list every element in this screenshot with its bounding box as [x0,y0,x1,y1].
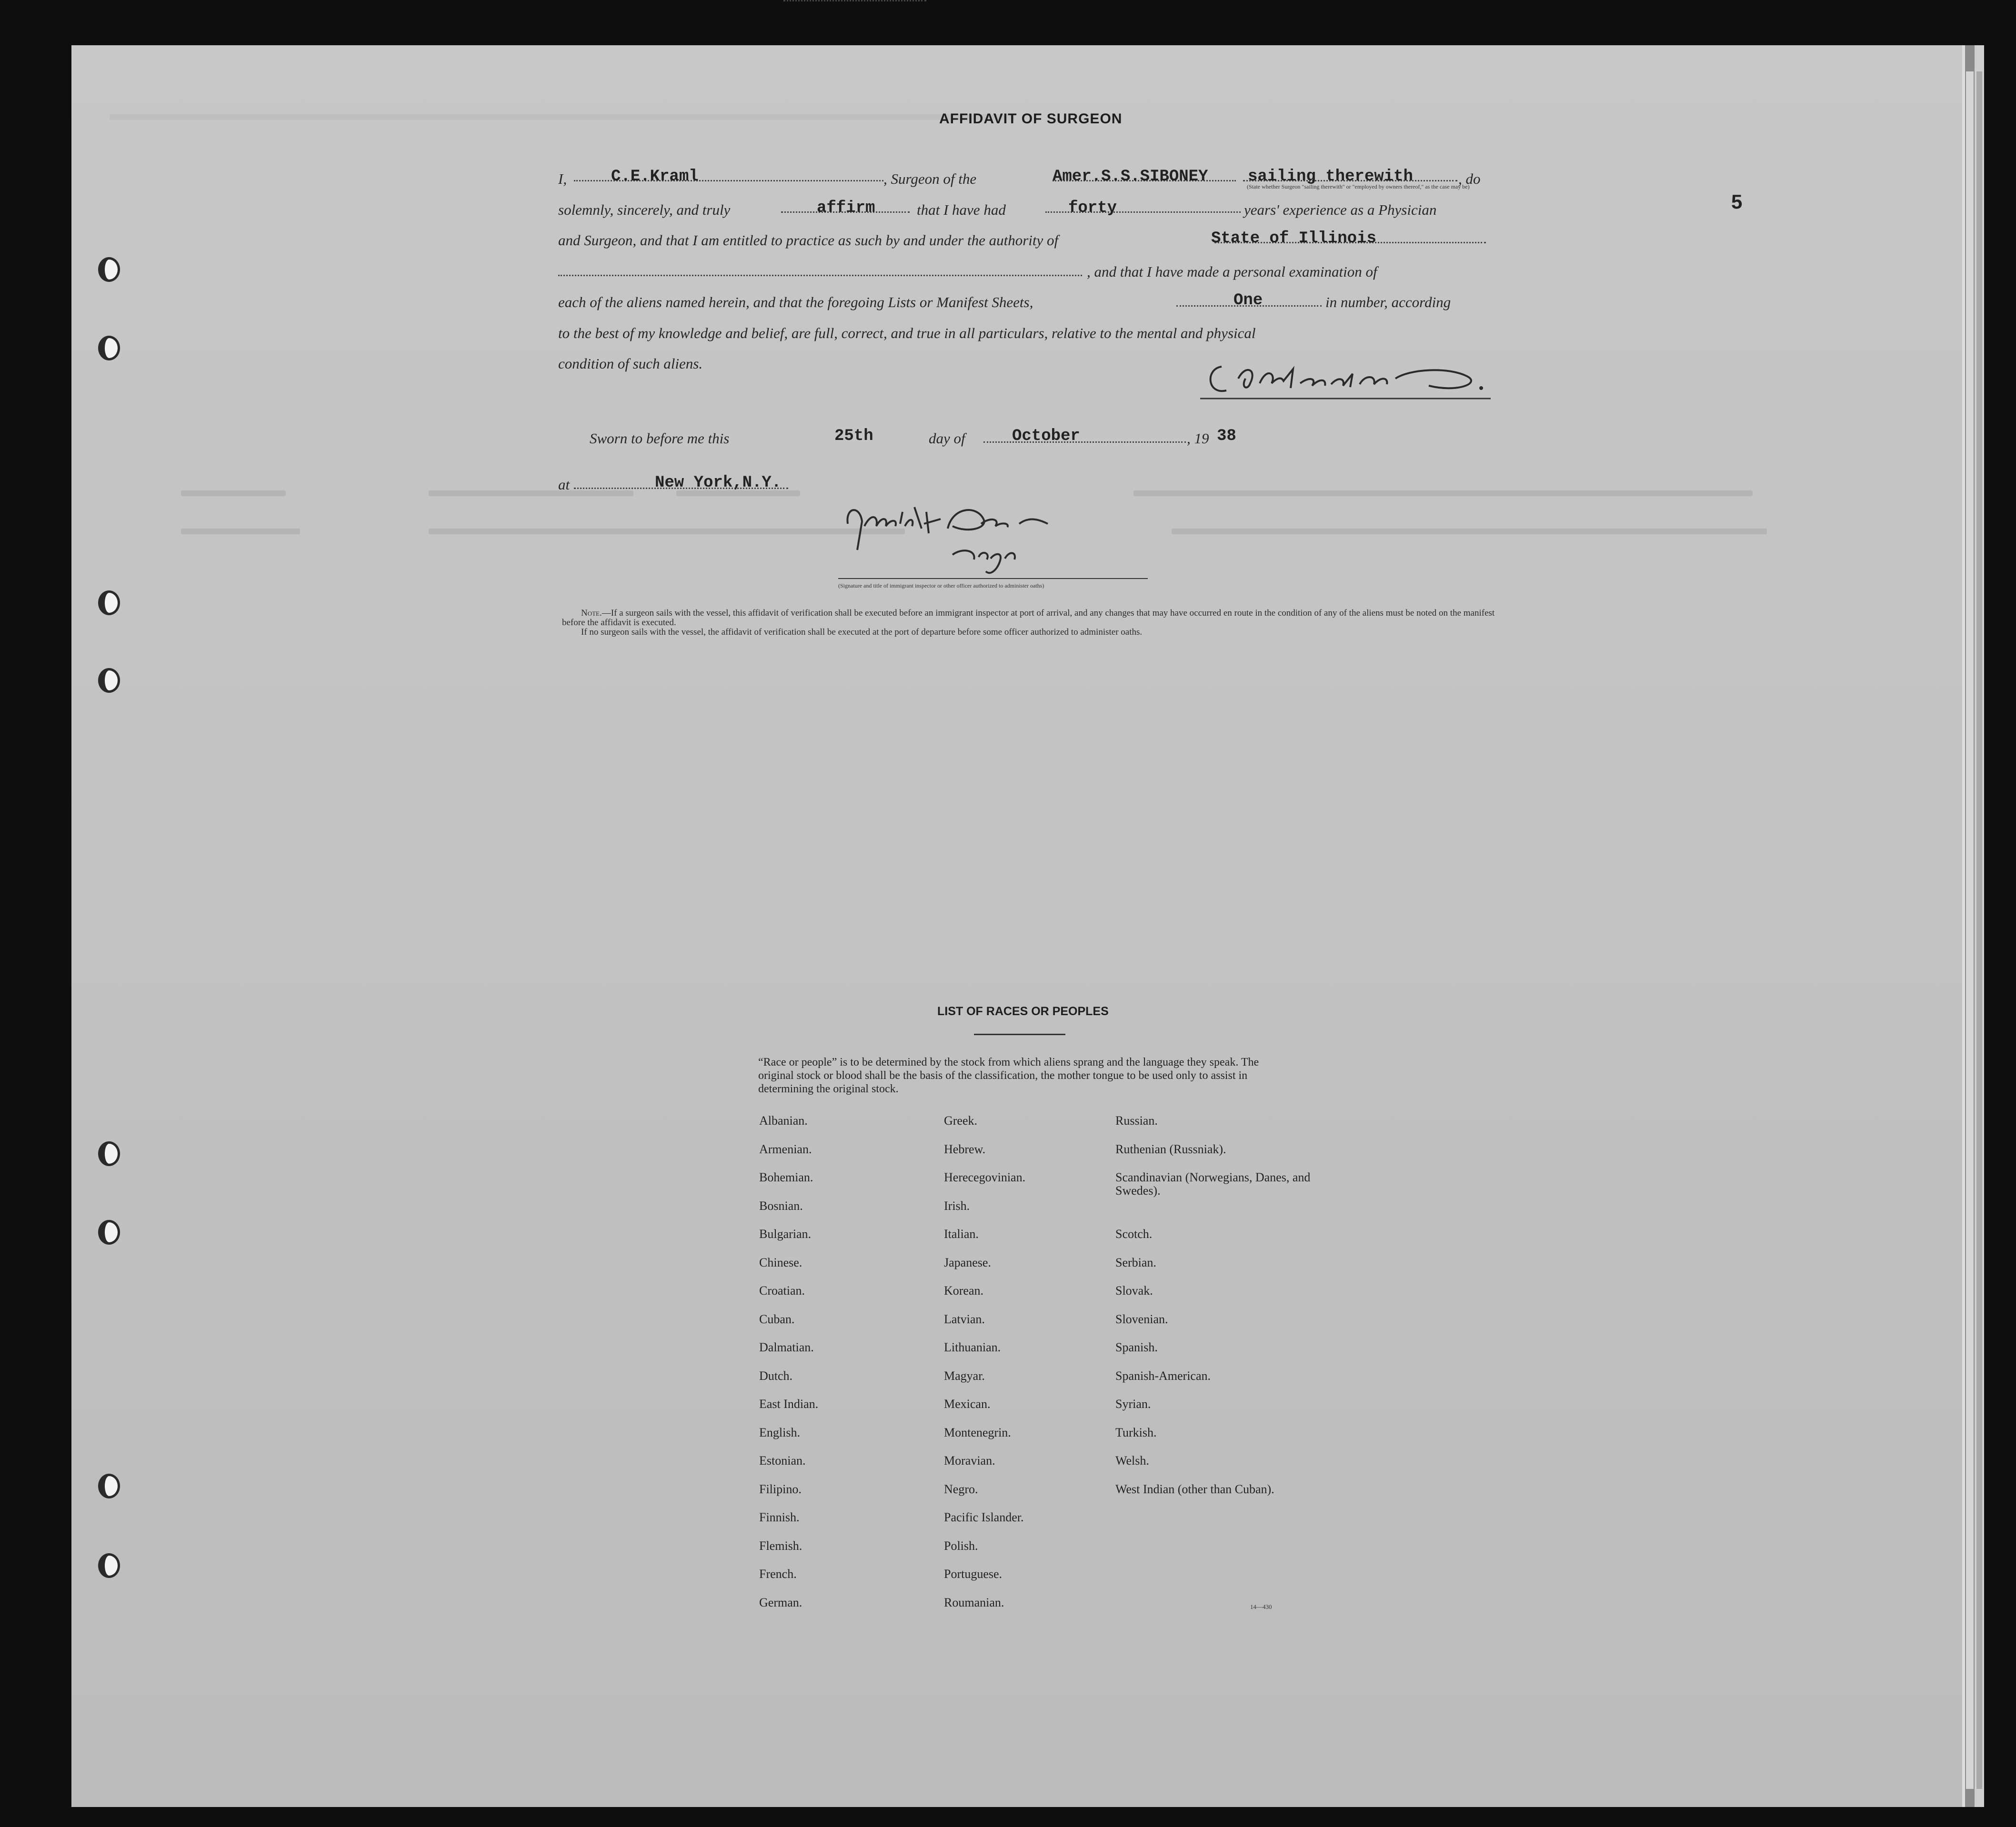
page-number: 5 [1731,190,1743,213]
title-rule [974,1034,1065,1035]
form-text: in number, according [1325,294,1451,310]
race-item: West Indian (other than Cuban). [1115,1482,1274,1496]
race-item: Polish. [944,1538,978,1553]
licensing-authority: State of Illinois [1211,230,1376,248]
race-item: Korean. [944,1284,984,1298]
paper-edge [1976,71,1982,1789]
place-sworn: New York,N.Y. [655,474,782,492]
race-item: Bulgarian. [759,1227,812,1241]
race-item: Chinese. [759,1255,802,1269]
sailing-note: (State whether Surgeon "sailing therewith" or "employed by owners thereof," as the case may be) [1247,183,1470,190]
sailing-status: sailing therewith [1248,168,1413,186]
race-item: Latvian. [944,1312,985,1326]
race-item: Montenegrin. [944,1425,1011,1439]
race-item: Albanian. [759,1114,808,1128]
race-item: Portuguese. [944,1567,1003,1581]
fill-line [558,275,1082,276]
race-item: Flemish. [759,1538,802,1553]
sworn-day: 25th [834,427,873,445]
surgeon-signature [1200,350,1491,402]
binder-hole [98,1474,120,1498]
race-item: Filipino. [759,1482,802,1496]
races-intro: “Race or people” is to be determined by the stock from which aliens sprang and the language they speak. The original stock or blood shall be the basis of the classification, the mother tongue to be used only to assist in determining the original stock. [758,1056,1259,1095]
race-item: Welsh. [1115,1454,1149,1468]
race-item: Slovenian. [1115,1312,1168,1326]
form-number: 14—430 [1250,1603,1272,1610]
note-paragraph: If no surgeon sails with the vessel, the affidavit of verification shall be executed at the port of departure before some officer authorized to administer oaths. [581,627,1143,637]
manifest-sheet-count: One [1234,291,1263,309]
race-item: Estonian. [759,1454,806,1468]
race-item: Turkish. [1115,1425,1157,1439]
form-text: day of [929,430,965,447]
races-column-2 [944,1114,1025,1624]
affidavit-title: AFFIDAVIT OF SURGEON [939,111,1123,127]
bleed-through-mark [429,529,905,534]
race-item: Russian. [1115,1114,1158,1128]
binder-hole [98,336,120,360]
form-text: that I have had [917,201,1006,218]
form-text: condition of such aliens. [558,355,703,372]
race-item: Moravian. [944,1454,995,1468]
signature-caption: (Signature and title of immigrant inspector or other officer authorized to administer oaths) [838,582,1044,589]
race-item: Serbian. [1115,1255,1156,1269]
sworn-year: 38 [1217,427,1236,445]
note-paragraph: —If a surgeon sails with the vessel, this affidavit of verification shall be executed before an immigrant inspector at port of arrival, and any changes that may have occurred en route in the condition of any of the aliens must be noted on the manifest before the affidavit is executed. [562,608,1495,628]
race-item: Italian. [944,1227,979,1241]
form-text: , 19 [1187,430,1209,447]
race-item: Cuban. [759,1312,795,1326]
race-item: Slovak. [1115,1284,1153,1298]
race-item: Bosnian. [759,1198,803,1213]
races-column-3 [1115,1114,1315,1511]
race-item: Hebrew. [944,1142,986,1156]
race-item: Spanish. [1115,1340,1158,1354]
sworn-month: October [1012,427,1080,445]
races-list-title: LIST OF RACES OR PEOPLES [937,1005,1109,1018]
race-item: Dalmatian. [759,1340,814,1354]
vessel-name: Amer.S.S.SIBONEY [1053,168,1208,186]
bleed-through-mark [181,529,300,534]
form-text: to the best of my knowledge and belief, are full, correct, and true in all particulars, relative to the mental and physical [558,325,1256,341]
race-item: Herecegovinian. [944,1170,1026,1184]
race-item: Armenian. [759,1142,812,1156]
form-text: and Surgeon, and that I am entitled to practice as such by and under the authority of [558,232,1059,249]
race-item: German. [759,1595,802,1609]
race-item: Finnish. [759,1510,800,1524]
races-column-1 [759,1114,818,1624]
form-text: I, [558,170,567,187]
inspector-signature [838,498,1148,588]
race-item: Bohemian. [759,1170,813,1184]
form-text: , do [1458,170,1481,187]
race-item: Mexican. [944,1397,991,1411]
binder-hole [98,590,120,615]
race-item: Roumanian. [944,1595,1004,1609]
oath-type: affirm [817,199,875,217]
fill-line [783,0,926,1]
race-item: Croatian. [759,1284,805,1298]
bleed-through-mark [1172,529,1767,534]
form-text: each of the aliens named herein, and that the foregoing Lists or Manifest Sheets, [558,294,1033,310]
race-item: Scandinavian (Norwegians, Danes, and Swedes). [1115,1170,1311,1198]
race-item: French. [759,1567,797,1581]
note-label: Note. [581,608,602,618]
race-item: Negro. [944,1482,978,1496]
form-text: , Surgeon of the [883,170,977,187]
race-item: Pacific Islander. [944,1510,1024,1524]
binder-hole [98,668,120,693]
form-text: solemnly, sincerely, and truly [558,201,731,218]
form-text: Sworn to before me this [590,430,730,447]
bleed-through-mark [181,490,286,496]
race-item: Japanese. [944,1255,991,1269]
race-item: English. [759,1425,800,1439]
bleed-through-mark [1133,490,1753,496]
form-text: years' experience as a Physician [1244,201,1437,218]
bleed-through-mark [110,114,1014,120]
years-experience: forty [1068,199,1117,217]
binder-hole [98,257,120,282]
race-item: East Indian. [759,1397,819,1411]
race-item: Irish. [944,1198,970,1213]
race-item: Ruthenian (Russniak). [1115,1142,1226,1156]
binder-hole [98,1553,120,1578]
race-item: Spanish-American. [1115,1368,1211,1383]
instruction-note [562,609,1495,637]
race-item: Scotch. [1115,1227,1153,1241]
binder-hole [98,1141,120,1166]
form-text: at [558,476,570,493]
race-item: Greek. [944,1114,978,1128]
race-item: Magyar. [944,1368,985,1383]
binder-hole [98,1220,120,1245]
race-item: Lithuanian. [944,1340,1001,1354]
form-text: , and that I have made a personal examination of [1087,263,1377,280]
surgeon-name: C.E.Kraml [611,168,699,186]
race-item: Syrian. [1115,1397,1151,1411]
bleed-through-mark [429,490,633,496]
paper-edge [1966,71,1974,1789]
race-item: Dutch. [759,1368,793,1383]
